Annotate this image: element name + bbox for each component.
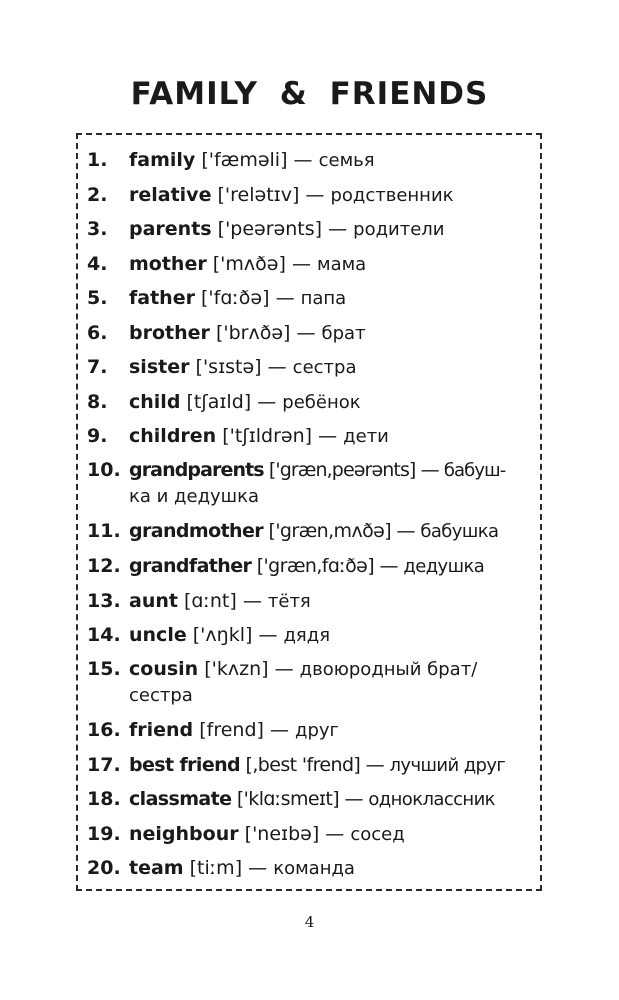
entry-translation: родители <box>353 219 445 240</box>
entry-dash: — <box>257 391 277 413</box>
entry-term: family <box>129 149 196 171</box>
entry-number: 1. <box>87 149 108 171</box>
entry-number: 14. <box>87 624 121 646</box>
entry-translation: семья <box>318 150 375 171</box>
entry-term: relative <box>129 184 212 206</box>
entry-transcription: [frend] <box>199 719 264 741</box>
entry-transcription: ['tʃɪldrən] <box>222 425 313 447</box>
entry-transcription: ['mʌðə] <box>212 253 286 275</box>
entry-text <box>129 717 535 744</box>
entry-term: mother <box>129 253 207 275</box>
entry-transcription: ['fæməli] <box>201 149 288 171</box>
entry-transcription: ['sɪstə] <box>195 356 262 378</box>
entry-term: team <box>129 857 184 879</box>
entry-number: 9. <box>87 425 108 447</box>
entry-dash: — <box>291 253 311 275</box>
entry-dash: — <box>269 719 289 741</box>
entry-translation: двоюродный брат/ <box>299 659 478 680</box>
entry-number: 5. <box>87 287 108 309</box>
entry-dash: — <box>325 823 345 845</box>
entry-translation: сосед <box>350 824 405 845</box>
entry-number: 4. <box>87 253 108 275</box>
entry-dash: — <box>396 520 415 542</box>
entry-dash: — <box>274 658 294 680</box>
entry-translation: сестра <box>292 357 357 378</box>
entry-term: brother <box>129 322 210 344</box>
entry-translation: друг <box>295 720 339 741</box>
entry-number: 11. <box>87 520 121 542</box>
entry-translation: бабуш- <box>443 460 506 481</box>
entry-dash: — <box>275 287 295 309</box>
entry-translation: лучший друг <box>389 755 506 776</box>
entry-translation: тётя <box>267 591 311 612</box>
entry-dash: — <box>318 425 338 447</box>
entry-term: sister <box>129 356 190 378</box>
entry-text <box>129 389 535 416</box>
entry-text <box>129 251 535 278</box>
entry-transcription: ['brʌðə] <box>215 322 291 344</box>
entry-term: grandmother <box>129 520 264 542</box>
entry-term: uncle <box>129 624 187 646</box>
entry-text <box>129 216 535 243</box>
entry-term: friend <box>129 719 194 741</box>
entry-transcription: ['relətɪv] <box>217 184 300 206</box>
entry-text <box>129 423 535 450</box>
entry-dash: — <box>296 322 316 344</box>
entry-text <box>129 588 535 615</box>
entry-translation: мама <box>316 254 367 275</box>
entry-text <box>129 182 535 209</box>
entry-transcription: ['peərənts] <box>217 218 323 240</box>
entry-text <box>129 786 535 813</box>
entry-number: 17. <box>87 754 121 776</box>
entry-transcription: ['klɑːsmeɪt] <box>236 788 340 810</box>
entry-translation: ребёнок <box>282 392 361 413</box>
entry-translation: команда <box>273 858 355 879</box>
entry-translation: бабушка <box>420 521 499 542</box>
entry-term: best friend <box>129 754 241 776</box>
entry-number: 18. <box>87 788 121 810</box>
entry-text <box>129 821 535 848</box>
entry-text <box>129 457 535 484</box>
entry-number: 12. <box>87 555 121 577</box>
entry-text <box>129 553 535 580</box>
entry-transcription: ['græn,peərənts] <box>268 459 416 481</box>
entry-transcription: ['græn,fɑːðə] <box>256 555 375 577</box>
entry-term: grandfather <box>129 555 252 577</box>
entry-dash: — <box>420 459 439 481</box>
entry-term: child <box>129 391 181 413</box>
entry-translation-continued: ка и дедушка <box>129 486 260 507</box>
entry-term: father <box>129 287 195 309</box>
entry-transcription: [,best 'frend] <box>245 754 361 776</box>
entry-text <box>129 285 535 312</box>
entry-number: 2. <box>87 184 108 206</box>
entry-transcription: [tiːm] <box>189 857 243 879</box>
entry-dash: — <box>328 218 348 240</box>
entry-translation: брат <box>321 323 366 344</box>
entry-translation: дядя <box>283 625 331 646</box>
entry-dash: — <box>242 590 262 612</box>
entry-number: 16. <box>87 719 121 741</box>
entry-dash: — <box>365 754 385 776</box>
entry-term: grandparents <box>129 459 264 481</box>
entry-term: children <box>129 425 217 447</box>
entry-text <box>129 147 535 174</box>
entry-number: 13. <box>87 590 121 612</box>
entry-number: 6. <box>87 322 108 344</box>
entry-term: aunt <box>129 590 178 612</box>
entry-term: cousin <box>129 658 199 680</box>
entry-term: neighbour <box>129 823 239 845</box>
entry-translation: одноклассник <box>368 789 495 810</box>
entry-translation: дети <box>343 426 389 447</box>
entry-dash: — <box>258 624 278 646</box>
entry-number: 15. <box>87 658 121 680</box>
page-number: 4 <box>304 913 315 931</box>
entry-number: 19. <box>87 823 121 845</box>
entry-number: 8. <box>87 391 108 413</box>
entry-text <box>129 656 535 683</box>
entry-text <box>129 354 535 381</box>
entry-term: classmate <box>129 788 232 810</box>
entry-transcription: ['neɪbə] <box>244 823 320 845</box>
entry-text <box>129 622 535 649</box>
entry-term: parents <box>129 218 212 240</box>
entry-transcription: ['fɑːðə] <box>201 287 270 309</box>
page-title: FAMILY & FRIENDS <box>130 76 489 112</box>
entry-translation-continued: сестра <box>129 685 193 706</box>
entry-number: 10. <box>87 459 121 481</box>
entry-transcription: [ɑːnt] <box>184 590 237 612</box>
entry-number: 20. <box>87 857 121 879</box>
entry-transcription: [tʃaɪld] <box>186 391 252 413</box>
entry-number: 3. <box>87 218 108 240</box>
entry-dash: — <box>248 857 268 879</box>
entry-dash: — <box>267 356 287 378</box>
entry-translation: папа <box>300 288 347 309</box>
entry-translation: родственник <box>330 185 454 206</box>
entry-dash: — <box>293 149 313 171</box>
entry-dash: — <box>379 555 398 577</box>
entry-translation: дедушка <box>403 556 485 577</box>
entry-text <box>129 855 535 882</box>
entry-text <box>129 518 535 545</box>
entry-text <box>129 752 535 779</box>
entry-number: 7. <box>87 356 108 378</box>
entry-text <box>129 320 535 347</box>
entry-dash: — <box>305 184 325 206</box>
entry-transcription: ['græn,mʌðə] <box>268 520 392 542</box>
entry-dash: — <box>344 788 363 810</box>
entry-transcription: ['kʌzn] <box>204 658 269 680</box>
entry-transcription: ['ʌŋkl] <box>192 624 253 646</box>
